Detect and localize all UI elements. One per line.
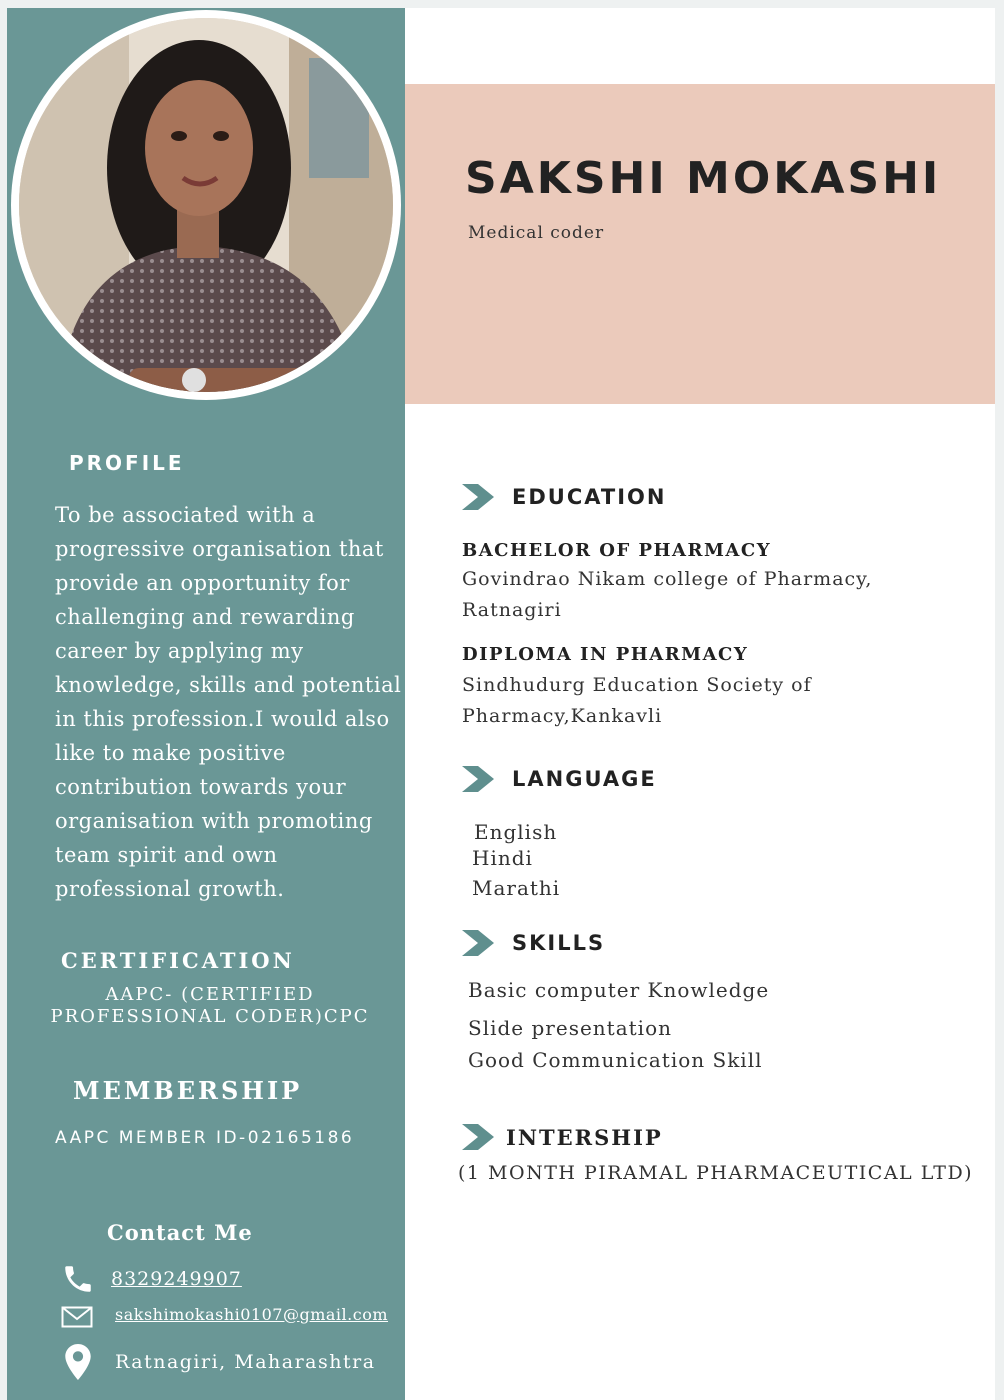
skill-item: Basic computer Knowledge: [468, 978, 770, 1002]
email-link[interactable]: sakshimokashi0107@gmail.com: [115, 1304, 389, 1324]
resume-page: [7, 8, 995, 1400]
language-section-header: [462, 766, 657, 792]
internship-text: (1 MONTH PIRAMAL PHARMACEUTICAL LTD): [458, 1162, 974, 1184]
internship-heading: INTERSHIP: [506, 1124, 663, 1150]
language-item: Hindi: [472, 846, 533, 870]
profile-photo-frame: [11, 10, 401, 400]
envelope-icon: [61, 1306, 93, 1328]
degree-title: DIPLOMA IN PHARMACY: [462, 644, 749, 665]
profile-text: To be associated with a progressive organisation that provide an opportunity for challenging and rewarding career by applying my knowledge, skills and potential in this profession.I would also like to make positive contribution towards your organisation with promoting team spirit and own professional growth.: [55, 503, 402, 901]
internship-section-header: [462, 1124, 663, 1150]
contact-email-row[interactable]: [61, 1306, 388, 1328]
phone-icon: [61, 1262, 95, 1296]
certification-line-1: AAPC- (CERTIFIED: [105, 984, 315, 1005]
skills-section-header: [462, 930, 605, 956]
profile-photo-illustration: [19, 18, 393, 392]
degree-title: BACHELOR OF PHARMACY: [462, 540, 772, 561]
certification-heading: CERTIFICATION: [61, 948, 295, 973]
profile-photo: [19, 18, 393, 392]
contact-location-row: [65, 1344, 376, 1380]
language-item: English: [474, 820, 558, 844]
degree-institution: Sindhudurg Education Society of Pharmacy,Kankavli: [462, 674, 812, 727]
contact-heading: Contact Me: [107, 1220, 253, 1245]
chevron-right-icon: [462, 766, 494, 792]
location-text: Ratnagiri, Maharashtra: [115, 1351, 376, 1373]
map-pin-icon: [65, 1344, 91, 1380]
education-section-header: [462, 484, 666, 510]
phone-link[interactable]: 8329249907: [111, 1268, 242, 1290]
sidebar: [7, 8, 405, 1400]
skill-item: Slide presentation: [468, 1016, 672, 1040]
language-heading: LANGUAGE: [512, 767, 657, 791]
education-heading: EDUCATION: [512, 485, 667, 509]
candidate-role: Medical coder: [468, 223, 605, 243]
contact-phone-row[interactable]: [61, 1262, 242, 1296]
certification-line-2: PROFESSIONAL CODER)CPC: [50, 1006, 370, 1027]
degree-institution: Govindrao Nikam college of Pharmacy, Ratnagiri: [462, 568, 873, 621]
certification-text: [37, 984, 383, 1028]
chevron-right-icon: [462, 1124, 494, 1150]
candidate-name: SAKSHI MOKASHI: [465, 153, 942, 204]
membership-text: AAPC MEMBER ID-02165186: [55, 1128, 355, 1148]
skill-item: Good Communication Skill: [468, 1048, 763, 1072]
membership-heading: MEMBERSHIP: [73, 1076, 303, 1105]
chevron-right-icon: [462, 930, 494, 956]
language-item: Marathi: [472, 876, 561, 900]
skills-heading: SKILLS: [512, 931, 606, 955]
chevron-right-icon: [462, 484, 494, 510]
profile-heading: PROFILE: [69, 451, 185, 475]
